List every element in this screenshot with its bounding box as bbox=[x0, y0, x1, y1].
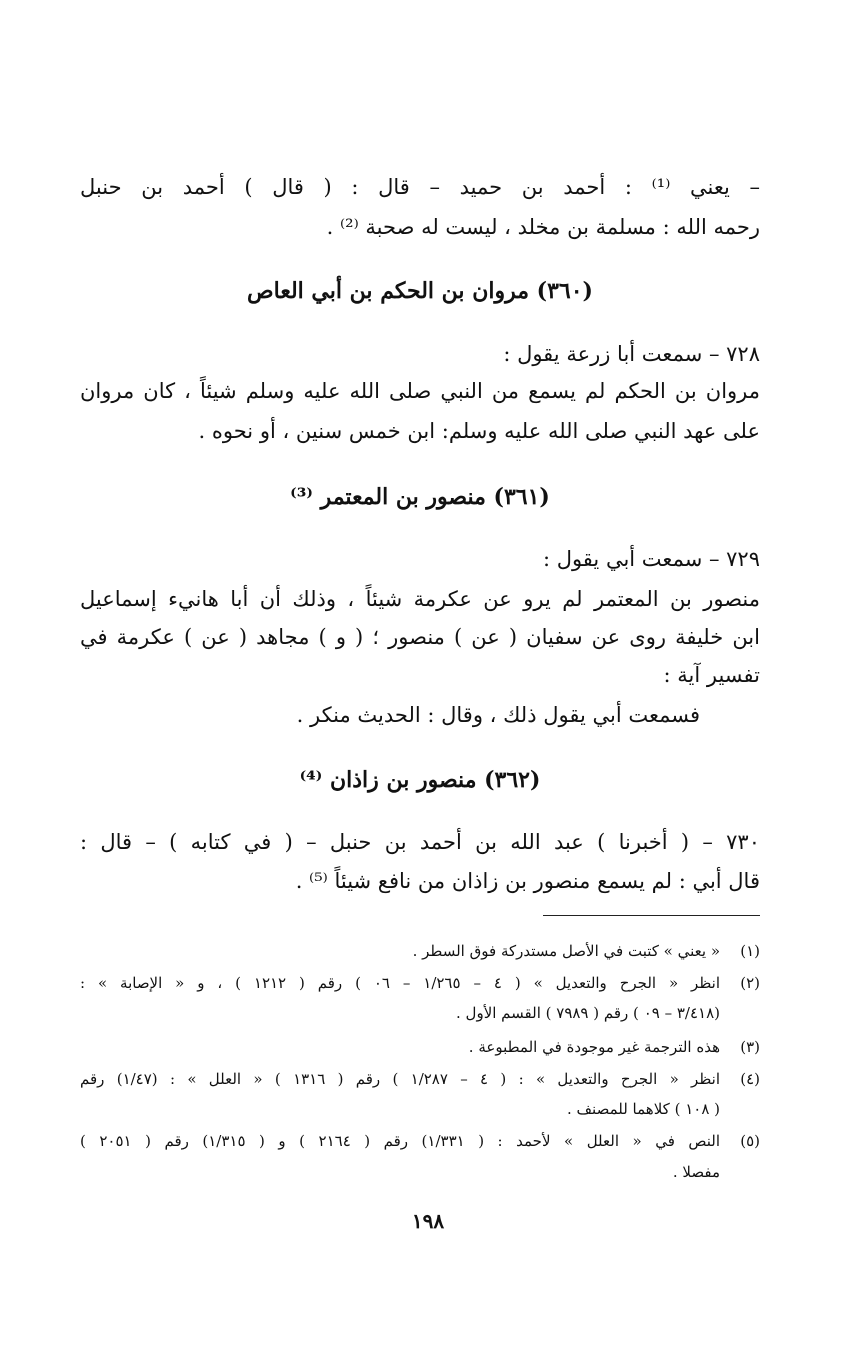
section-heading-361: (٣٦١) منصور بن المعتمر ⁽³⁾ bbox=[290, 484, 550, 510]
footnote-4-text-line-1: انظر « الجرح والتعديل » : ( ٤ – ١/٢٨٧ ) رقم ( ١٣١٦ ) « العلل » : (١/٤٧) رقم bbox=[80, 1070, 720, 1088]
footnote-2 bbox=[80, 972, 760, 994]
page-number: ١٩٨ bbox=[411, 1209, 445, 1233]
footnote-1-text: « يعني » كتبت في الأصل مستدركة فوق السطر . bbox=[412, 942, 720, 960]
footnote-4-text-line-2: ( ١٠٨ ) كلاهما للمصنف . bbox=[566, 1100, 720, 1118]
footnote-2-text-line-2: (٣/٤١٨ – ٠٩ ) رقم ( ٧٩٨٩ ) القسم الأول . bbox=[456, 1004, 720, 1022]
footnote-5 bbox=[80, 1130, 760, 1152]
entry-730-line-2: قال أبي : لم يسمع منصور بن زاذان من نافع شيئاً ⁽⁵⁾ . bbox=[295, 869, 760, 893]
entry-728-line-2: مروان بن الحكم لم يسمع من النبي صلى الله عليه وسلم شيئاً ، كان مروان bbox=[80, 379, 760, 403]
entry-729-line-1: ٧٢٩ – سمعت أبي يقول : bbox=[542, 547, 760, 571]
footnote-1 bbox=[80, 940, 760, 962]
entry-729-line-5: فسمعت أبي يقول ذلك ، وقال : الحديث منكر . bbox=[296, 703, 700, 727]
footnote-3-number: (٣) bbox=[740, 1038, 760, 1056]
footnote-5-number: (٥) bbox=[740, 1132, 760, 1150]
section-heading-360: (٣٦٠) مروان بن الحكم بن أبي العاص bbox=[247, 278, 593, 304]
entry-729-line-3: ابن خليفة روى عن سفيان ( عن ) منصور ؛ ( و ) مجاهد ( عن ) عكرمة في bbox=[80, 625, 760, 649]
footnote-2-cont bbox=[80, 1002, 760, 1024]
footnote-3-text: هذه الترجمة غير موجودة في المطبوعة . bbox=[468, 1038, 720, 1056]
footnote-3 bbox=[80, 1036, 760, 1058]
footnote-5-cont bbox=[80, 1161, 760, 1183]
footnote-5-text-line-1: النص في « العلل » لأحمد : ( ١/٣٣١) رقم ( ٢١٦٤ ) و ( ١/٣١٥) رقم ( ٢٠٥١ ) bbox=[80, 1132, 721, 1150]
entry-728-line-1: ٧٢٨ – سمعت أبا زرعة يقول : bbox=[503, 342, 760, 366]
intro-line-2: رحمه الله : مسلمة بن مخلد ، ليست له صحبة ⁽²⁾ . bbox=[326, 215, 760, 239]
footnote-2-number: (٢) bbox=[740, 974, 760, 992]
footnote-4 bbox=[80, 1068, 760, 1090]
footnote-5-text-line-2: مفصلا . bbox=[672, 1163, 720, 1181]
footnote-separator bbox=[543, 915, 760, 916]
entry-730-line-1: ٧٣٠ – ( أخبرنا ) عبد الله بن أحمد بن حنبل – ( في كتابه ) – قال : bbox=[80, 830, 760, 854]
footnote-4-cont bbox=[80, 1098, 760, 1120]
footnote-4-number: (٤) bbox=[740, 1070, 760, 1088]
entry-729-line-4: تفسير آية : bbox=[663, 663, 760, 687]
entry-729-line-2: منصور بن المعتمر لم يرو عن عكرمة شيئاً ، وذلك أن أبا هانيء إسماعيل bbox=[80, 587, 760, 611]
intro-line-1: – يعني ⁽¹⁾ : أحمد بن حميد – قال : ( قال ) أحمد بن حنبل bbox=[80, 175, 760, 199]
footnote-1-number: (١) bbox=[740, 942, 760, 960]
entry-728-line-3: على عهد النبي صلى الله عليه وسلم: ابن خمس سنين ، أو نحوه . bbox=[198, 419, 760, 443]
footnote-2-text-line-1: انظر « الجرح والتعديل » ( ٤ – ١/٢٦٥ – ٠٦ ) رقم ( ١٢١٢ ) ، و « الإصابة » : bbox=[80, 974, 720, 992]
section-heading-362: (٣٦٢) منصور بن زاذان ⁽⁴⁾ bbox=[299, 767, 541, 793]
